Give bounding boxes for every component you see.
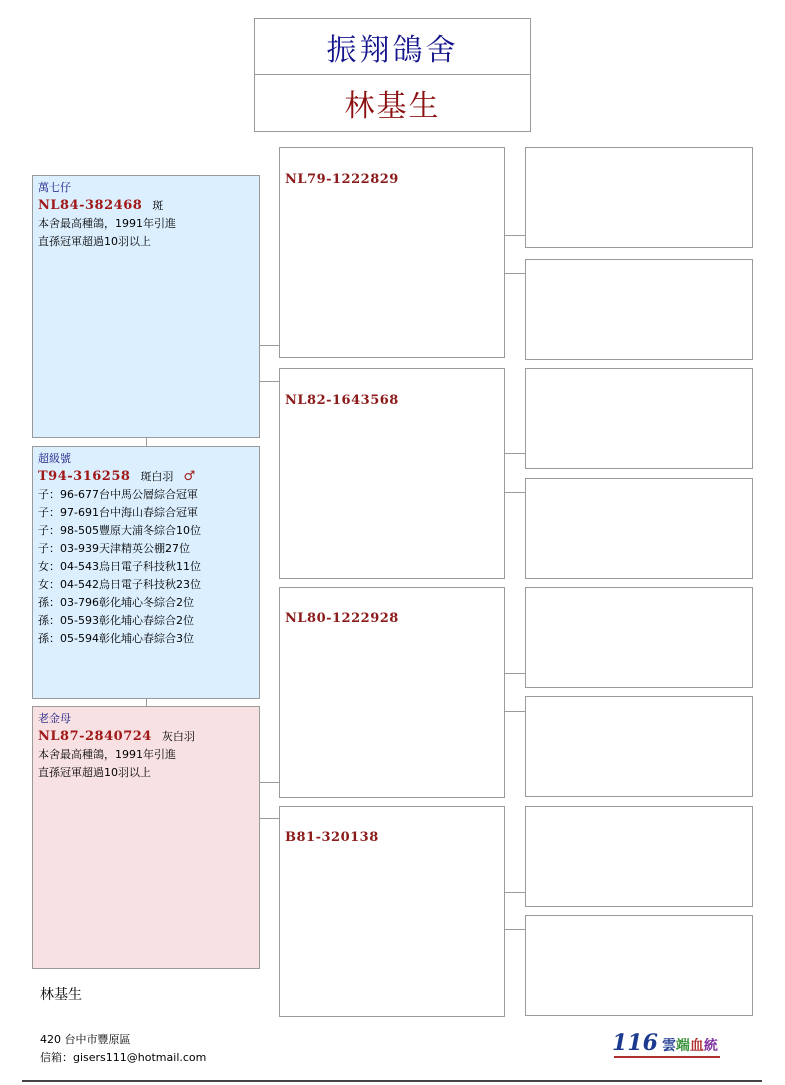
sire-card bbox=[32, 175, 260, 438]
grandparent-card bbox=[279, 587, 505, 798]
dam-note: 本舍最高種鴿，1991年引進 bbox=[38, 748, 176, 761]
dam-card bbox=[32, 706, 260, 969]
footer-owner: 林基生 bbox=[40, 987, 82, 1003]
great-grandparent-card bbox=[525, 587, 753, 688]
connector-line bbox=[260, 818, 279, 819]
connector-line bbox=[505, 492, 525, 493]
subject-note: 子：97-691台中海山春綜合冠軍 bbox=[38, 506, 198, 519]
connector-line bbox=[505, 673, 525, 674]
grandparent-ring: B81-320138 bbox=[285, 830, 379, 845]
bottom-divider bbox=[22, 1080, 762, 1082]
sire-note: 直孫冠軍超過10羽以上 bbox=[38, 235, 151, 248]
connector-line bbox=[505, 273, 525, 274]
great-grandparent-card bbox=[525, 259, 753, 360]
grandparent-card bbox=[279, 368, 505, 579]
subject-note: 孫：05-593彰化埔心春綜合2位 bbox=[38, 614, 194, 627]
connector-line bbox=[505, 711, 525, 712]
subject-note: 子：03-939天津精英公棚27位 bbox=[38, 542, 190, 555]
subject-color: 斑白羽 bbox=[140, 470, 174, 483]
grandparent-card bbox=[279, 147, 505, 358]
connector-line bbox=[146, 438, 147, 446]
sire-ring: NL84-382468 斑 bbox=[38, 198, 164, 213]
great-grandparent-card bbox=[525, 478, 753, 579]
subject-note: 孫：03-796彰化埔心冬綜合2位 bbox=[38, 596, 194, 609]
subject-note: 子：98-505豐原大浦冬綜合10位 bbox=[38, 524, 201, 537]
subject-card bbox=[32, 446, 260, 699]
subject-note: 女：04-542烏日電子科技秋23位 bbox=[38, 578, 201, 591]
logo-text: 雲端血統 bbox=[661, 1038, 718, 1054]
footer-contact bbox=[40, 1031, 206, 1067]
subject-ring: T94-316258 斑白羽 ♂ bbox=[38, 469, 196, 484]
footer-email: 信箱：gisers111@hotmail.com bbox=[40, 1051, 207, 1064]
great-grandparent-card bbox=[525, 915, 753, 1016]
great-grandparent-card bbox=[525, 806, 753, 907]
connector-line bbox=[505, 235, 525, 236]
grandparent-card bbox=[279, 806, 505, 1017]
connector-line bbox=[260, 782, 279, 783]
logo-number: 116 bbox=[612, 1030, 658, 1056]
connector-line bbox=[260, 345, 279, 346]
grandparent-ring: NL82-1643568 bbox=[285, 393, 399, 408]
great-grandparent-card bbox=[525, 696, 753, 797]
connector-line bbox=[505, 453, 525, 454]
sire-note: 本舍最高種鴿，1991年引進 bbox=[38, 217, 176, 230]
subject-nickname: 超級號 bbox=[38, 452, 71, 465]
brand-logo bbox=[612, 1030, 722, 1058]
subject-note: 孫：05-594彰化埔心春綜合3位 bbox=[38, 632, 194, 645]
dam-nickname: 老金母 bbox=[38, 712, 71, 725]
subject-note: 子：96-677台中馬公層綜合冠軍 bbox=[38, 488, 198, 501]
connector-line bbox=[505, 929, 525, 930]
grandparent-ring: NL79-1222829 bbox=[285, 172, 399, 187]
great-grandparent-card bbox=[525, 147, 753, 248]
connector-line bbox=[505, 892, 525, 893]
grandparent-ring: NL80-1222928 bbox=[285, 611, 399, 626]
dam-ring: NL87-2840724 灰白羽 bbox=[38, 729, 195, 744]
male-symbol-icon: ♂ bbox=[183, 469, 196, 484]
great-grandparent-card bbox=[525, 368, 753, 469]
dam-note: 直孫冠軍超過10羽以上 bbox=[38, 766, 151, 779]
owner-name-title: 林基生 bbox=[254, 74, 531, 132]
subject-note: 女：04-543烏日電子科技秋11位 bbox=[38, 560, 201, 573]
connector-line bbox=[146, 699, 147, 706]
sire-nickname: 萬七仔 bbox=[38, 181, 71, 194]
connector-line bbox=[260, 381, 279, 382]
dam-color: 灰白羽 bbox=[161, 730, 195, 743]
sire-color: 斑 bbox=[152, 199, 164, 212]
loft-name-title: 振翔鴿舍 bbox=[254, 18, 531, 75]
footer-address: 420 台中市豐原區 bbox=[40, 1033, 131, 1046]
logo-underline bbox=[614, 1056, 720, 1058]
